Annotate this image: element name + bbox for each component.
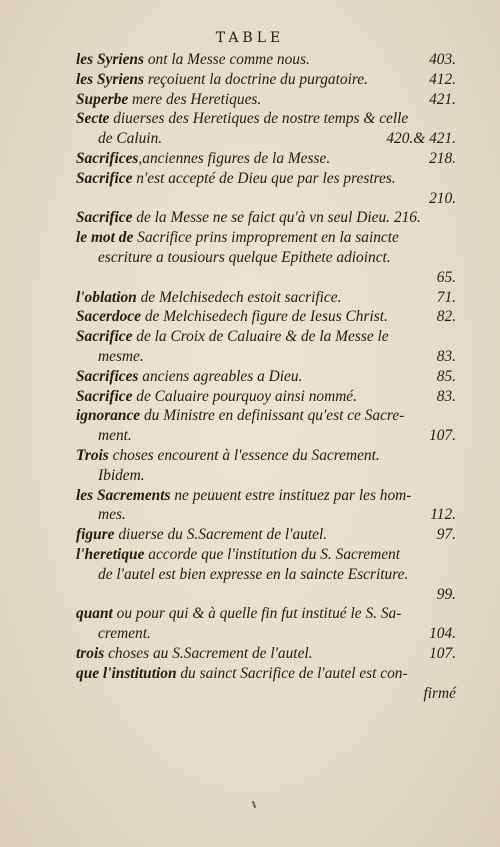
index-entry (76, 446, 456, 486)
index-entry (76, 664, 456, 704)
entry-line (76, 208, 456, 228)
entry-keyword: trois (76, 644, 105, 662)
entry-keyword: Sacrifice (76, 209, 133, 227)
entry-line (76, 50, 456, 70)
entry-line (76, 169, 456, 189)
page-reference: 97. (436, 526, 456, 544)
page-reference: 112. (430, 506, 456, 524)
page-reference: 421. (429, 90, 456, 108)
entry-keyword: quant (76, 605, 113, 623)
entry-line (76, 288, 456, 308)
entry-line (76, 664, 456, 684)
entry-text (98, 269, 102, 286)
index-entry (76, 228, 456, 287)
page-reference: 104. (429, 625, 456, 643)
entry-continuation-line (76, 684, 456, 704)
entry-line (76, 307, 456, 327)
entry-text: mes. (98, 506, 126, 524)
entry-continuation-line (76, 129, 456, 149)
entry-text: de Melchisedech estoit sacrifice. (136, 288, 342, 306)
entry-text: choses au S.Sacrement de l'autel. (104, 644, 313, 662)
index-entry (76, 90, 456, 110)
entry-keyword: les Sacrements (76, 486, 171, 504)
ink-speck (252, 801, 256, 808)
entry-text: ont la Messe comme nous. (143, 51, 310, 68)
entry-text: anciens agreables a Dieu. (138, 367, 303, 385)
entry-text (98, 190, 102, 207)
page-reference: firmé (423, 684, 456, 702)
entry-keyword: figure (76, 526, 115, 544)
page-reference: 403. (429, 51, 456, 68)
page-reference: 218. (429, 149, 456, 167)
index-entry (76, 644, 456, 664)
entry-line (76, 109, 456, 129)
entry-text: de la Croix de Caluaire & de la Messe le (132, 328, 389, 346)
index-entry (76, 109, 456, 149)
entry-continuation-line (76, 565, 456, 585)
entry-text: ,anciennes figures de la Messe. (138, 149, 331, 167)
index-entry (76, 50, 456, 70)
entry-text (98, 586, 102, 603)
index-entry (76, 169, 456, 209)
entry-line (76, 486, 456, 506)
page-reference: 83. (436, 387, 456, 405)
index-entry (76, 70, 456, 90)
entry-keyword: Sacerdoce (76, 308, 141, 326)
entry-text: de Caluin. (98, 130, 163, 148)
index-entry (76, 486, 456, 526)
index-entry (76, 149, 456, 169)
entry-line (76, 545, 456, 565)
entry-continuation-line (76, 426, 456, 446)
entry-continuation-line (76, 624, 456, 644)
entry-line (76, 367, 456, 387)
entry-text: n'est accepté de Dieu que par les prestres. (132, 169, 396, 187)
entry-line (76, 327, 456, 347)
entry-line (76, 604, 456, 624)
entry-keyword: Sacrifice (76, 328, 133, 346)
entry-text: du Ministre en definissant qu'est ce Sacre- (140, 407, 405, 425)
entry-text: mere des Heretiques. (128, 90, 262, 108)
entry-text: diuerse du S.Sacrement de l'autel. (114, 526, 328, 544)
entry-line (76, 90, 456, 110)
entry-text: de Caluaire pourquoy ainsi nommé. (132, 387, 357, 405)
index-entry (76, 525, 456, 545)
index-entry (76, 406, 456, 446)
page-reference: 107. (429, 644, 456, 662)
entry-text: de Melchisedech figure de Iesus Christ. (140, 308, 388, 326)
entry-text: de l'autel est bien expresse en la saincte Escriture. (98, 565, 409, 583)
entry-keyword: Secte (76, 110, 110, 128)
entry-text: crement. (98, 625, 151, 643)
entry-continuation-line (76, 268, 456, 288)
entry-text: diuerses des Heretiques de nostre temps & celle (109, 110, 409, 128)
entry-keyword: les Syriens (76, 51, 144, 68)
entry-text: escriture a tousiours quelque Epithete adioinct. (98, 248, 391, 266)
entry-continuation-line (76, 585, 456, 605)
entry-line (76, 644, 456, 664)
entry-line (76, 446, 456, 466)
entry-keyword: Sacrifices (76, 367, 139, 385)
entry-continuation-line (76, 466, 456, 486)
page-reference: 71. (436, 288, 456, 306)
entry-text: de la Messe ne se faict qu'à vn seul Dieu. 216. (132, 209, 421, 227)
entry-continuation-line (76, 505, 456, 525)
index-entries (76, 50, 456, 703)
entry-text: mesme. (98, 347, 144, 365)
page-reference: 85. (436, 367, 456, 385)
page-reference: 99. (436, 585, 456, 603)
index-entry (76, 327, 456, 367)
index-entry (76, 288, 456, 308)
entry-continuation-line (76, 347, 456, 367)
entry-keyword: que l'institution (76, 664, 177, 682)
index-entry (76, 208, 456, 228)
entry-keyword: Trois (76, 446, 109, 464)
entry-line (76, 70, 456, 90)
entry-keyword: l'oblation (76, 288, 137, 306)
entry-text: Sacrifice prins improprement en la saincte (133, 229, 399, 247)
index-entry (76, 367, 456, 387)
entry-line (76, 149, 456, 169)
index-entry (76, 387, 456, 407)
entry-keyword: ignorance (76, 407, 141, 425)
entry-line (76, 387, 456, 407)
page-reference: 412. (429, 70, 456, 88)
index-entry (76, 545, 456, 604)
page-reference: 83. (436, 347, 456, 365)
entry-text: du sainct Sacrifice de l'autel est con- (176, 664, 408, 682)
entry-keyword: Sacrifices (76, 149, 139, 167)
entry-keyword: les Syriens (76, 70, 144, 88)
entry-text: ne peuuent estre instituez par les hom- (170, 486, 412, 504)
entry-text (98, 685, 102, 702)
entry-line (76, 406, 456, 426)
entry-keyword: Sacrifice (76, 169, 133, 187)
entry-keyword: l'heretique (76, 545, 145, 563)
entry-text: ment. (98, 427, 132, 445)
entry-line (76, 525, 456, 545)
entry-continuation-line (76, 248, 456, 268)
entry-text: choses encourent à l'essence du Sacrement. (108, 446, 380, 464)
index-entry (76, 604, 456, 644)
page-reference: 210. (429, 189, 456, 207)
entry-keyword: Superbe (76, 90, 129, 108)
entry-text: Ibidem. (98, 466, 145, 484)
entry-text: reçoiuent la doctrine du purgatoire. (143, 70, 368, 88)
entry-text: accorde que l'institution du S. Sacrement (144, 545, 401, 563)
page-header: TABLE (215, 30, 285, 46)
page-reference: 82. (436, 308, 456, 326)
entry-continuation-line (76, 189, 456, 209)
entry-keyword: le mot de (76, 229, 134, 247)
entry-text: ou pour qui & à quelle fin fut institué le S. Sa- (112, 605, 402, 623)
page-reference: 65. (436, 268, 456, 286)
page-reference: 107. (429, 427, 456, 445)
entry-line (76, 228, 456, 248)
index-entry (76, 307, 456, 327)
entry-keyword: Sacrifice (76, 387, 133, 405)
page-reference: 420.& 421. (386, 130, 456, 148)
